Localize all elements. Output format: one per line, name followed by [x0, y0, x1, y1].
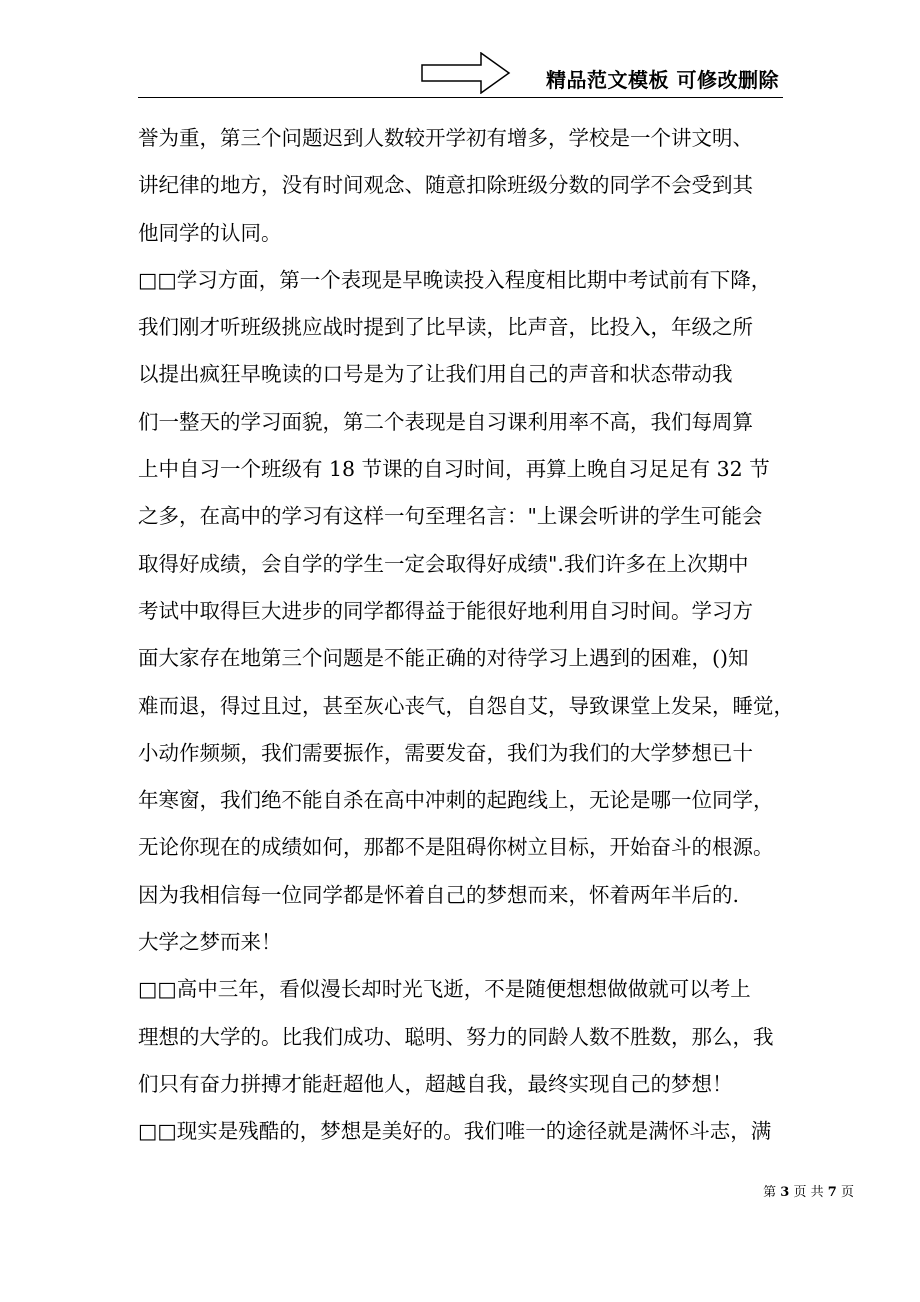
total-page-count: 7 — [827, 1185, 837, 1200]
text-line: □□高中三年，看似漫长却时光飞逝，不是随便想想做做就可以考上 — [138, 977, 751, 1002]
page-header — [138, 50, 783, 100]
text-line: 面大家存在地第三个问题是不能正确的对待学习上遇到的困难，()知 — [138, 646, 749, 671]
text-line: 讲纪律的地方，没有时间观念、随意扣除班级分数的同学不会受到其 — [138, 173, 753, 198]
text-line: 小动作频频，我们需要振作，需要发奋，我们为我们的大学梦想已十 — [138, 740, 753, 765]
text-line: 因为我相信每一位同学都是怀着自己的梦想而来，怀着两年半后的. — [138, 882, 740, 907]
text-line: □□现实是残酷的，梦想是美好的。我们唯一的途径就是满怀斗志，满 — [138, 1119, 772, 1144]
footer-total-word: 共 — [810, 1185, 824, 1200]
text-line: 考试中取得巨大进步的同学都得益于能很好地利用自习时间。学习方 — [138, 598, 753, 623]
footer-suffix: 页 — [840, 1185, 854, 1200]
text-line: 以提出疯狂早晚读的口号是为了让我们用自己的声音和状态带动我 — [138, 362, 733, 387]
page-footer — [763, 1181, 854, 1200]
current-page-number: 3 — [780, 1185, 790, 1200]
text-line: 大学之梦而来！ — [138, 930, 282, 955]
text-line: 誉为重，第三个问题迟到人数较开学初有增多，学校是一个讲文明、 — [138, 126, 753, 150]
footer-page-word: 页 — [793, 1185, 807, 1200]
text-line: 理想的大学的。比我们成功、聪明、努力的同龄人数不胜数，那么，我 — [138, 1024, 774, 1049]
right-arrow-icon — [421, 52, 511, 94]
text-line: 们一整天的学习面貌，第二个表现是自习课利用率不高，我们每周算 — [138, 409, 753, 434]
text-line: 们只有奋力拼搏才能赶超他人，超越自我，最终实现自己的梦想！ — [138, 1071, 733, 1096]
text-line: 难而退，得过且过，甚至灰心丧气，自怨自艾，导致课堂上发呆，睡觉， — [138, 693, 794, 718]
text-line: 取得好成绩，会自学的学生一定会取得好成绩".我们许多在上次期中 — [138, 551, 749, 576]
text-line: 之多，在高中的学习有这样一句至理名言："上课会听讲的学生可能会 — [138, 504, 763, 529]
header-title: 精品范文模板 可修改删除 — [546, 68, 779, 92]
text-line: 他同学的认同。 — [138, 220, 282, 245]
text-line: 年寒窗，我们绝不能自杀在高中冲刺的起跑线上，无论是哪一位同学， — [138, 788, 774, 813]
document-body — [138, 115, 794, 1156]
text-line: 我们刚才听班级挑应战时提到了比早读，比声音，比投入，年级之所 — [138, 315, 753, 340]
header-divider — [138, 97, 783, 98]
footer-prefix: 第 — [763, 1185, 777, 1200]
text-line: 上中自习一个班级有 18 节课的自习时间，再算上晚自习足足有 32 节 — [138, 457, 770, 482]
text-line: □□学习方面，第一个表现是早晚读投入程度相比期中考试前有下降， — [138, 267, 772, 292]
text-line: 无论你现在的成绩如何，那都不是阻碍你树立目标，开始奋斗的根源。 — [138, 835, 774, 860]
